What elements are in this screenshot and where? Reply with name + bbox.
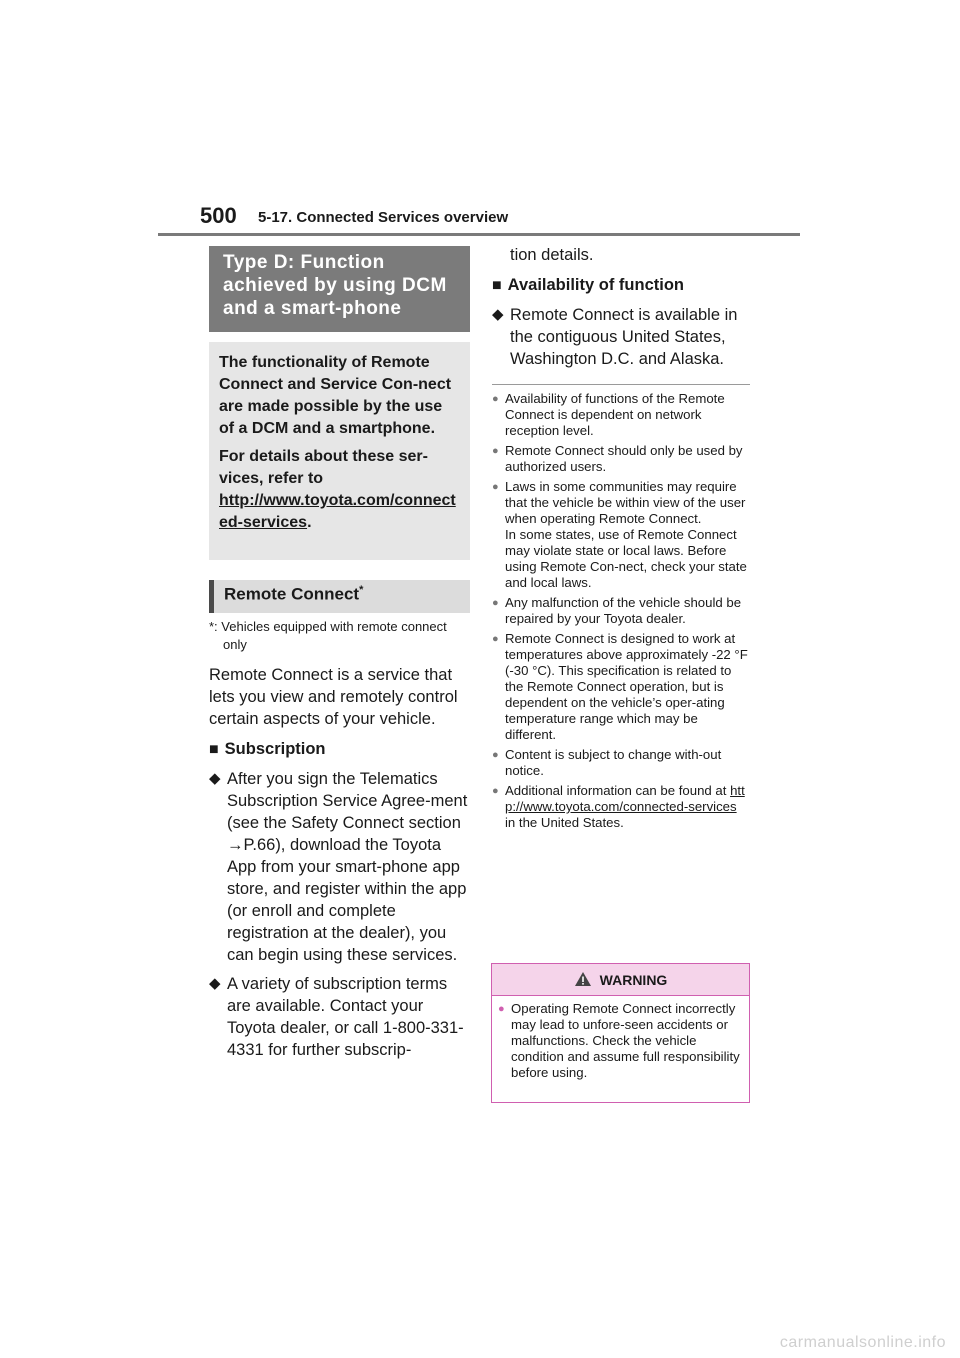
- chapter-title: 5-17. Connected Services overview: [258, 209, 509, 226]
- info-p2-suffix: .: [307, 514, 312, 531]
- note-item: [492, 747, 750, 779]
- type-d-title: Type D: Function achieved by using DCM and a smart-phone: [209, 246, 470, 332]
- bullet-text: A variety of subscription terms are available. Contact your Toyota dealer, or call 1-800-331-4331 for further subscrip-: [227, 975, 464, 1059]
- note-suffix: in the United States.: [505, 815, 624, 830]
- circle-bullet-icon: ●: [492, 633, 499, 645]
- notes-divider: [492, 384, 750, 385]
- note-text: Content is subject to change with-out notice.: [505, 747, 722, 778]
- subscription-heading: [209, 738, 470, 761]
- warning-triangle-icon: [574, 971, 592, 990]
- list-item: [209, 768, 470, 966]
- note-item: [492, 391, 750, 439]
- circle-bullet-icon: ●: [492, 749, 499, 761]
- note-item: [492, 631, 750, 743]
- note-item: [492, 443, 750, 475]
- list-item: [492, 304, 750, 370]
- circle-bullet-icon: ●: [492, 393, 499, 405]
- section-title: Remote Connect: [224, 584, 360, 604]
- circle-bullet-icon: ●: [492, 445, 499, 457]
- info-p2-prefix: For details about these ser-vices, refer to: [219, 448, 428, 487]
- note-text: Remote Connect should only be used by authorized users.: [505, 443, 743, 474]
- diamond-bullet-icon: ◆: [209, 975, 221, 992]
- bullet-text: After you sign the Telematics Subscription Service Agree-ment (see the Safety Connect section →P.66), download the Toyota App from your smart-phone app store, and register within the app (or enroll and complete registration at the dealer), you can begin using these services.: [227, 770, 468, 964]
- notes-list: [492, 391, 750, 831]
- circle-bullet-icon: ●: [492, 597, 499, 609]
- circle-bullet-icon: ●: [498, 1003, 505, 1015]
- connected-services-link[interactable]: http://www.toyota.com/connected-services: [219, 492, 456, 531]
- warning-title: WARNING: [599, 972, 668, 988]
- left-column: [209, 246, 470, 1061]
- warning-text: Operating Remote Connect incorrectly may lead to unfore-seen accidents or malfunctions. Check the vehicle condition and assume full responsibility before using.: [511, 1001, 740, 1080]
- subscription-label: Subscription: [224, 740, 326, 758]
- square-bullet-icon: ■: [492, 277, 502, 294]
- note-item: [492, 595, 750, 627]
- diamond-bullet-icon: ◆: [492, 306, 504, 323]
- square-bullet-icon: ■: [209, 741, 219, 758]
- page-number: 500: [200, 203, 237, 228]
- note-text: Remote Connect is designed to work at temperatures above approximately -22 °F (-30 °C). This specification is related to the Remote Connect operation, but is dependent on the vehicle’s oper-ating temperature range which may be different.: [505, 631, 748, 742]
- diamond-bullet-icon: ◆: [209, 770, 221, 787]
- warning-body: [492, 996, 749, 1081]
- circle-bullet-icon: ●: [492, 481, 499, 493]
- page-header: [198, 200, 800, 234]
- note-prefix: Additional information can be found at: [505, 783, 727, 798]
- right-column: [492, 244, 750, 835]
- availability-label: Availability of function: [507, 276, 684, 294]
- intro-text: Remote Connect is a service that lets you view and remotely control certain aspects of your vehicle.: [209, 666, 458, 728]
- remote-connect-heading: [209, 580, 470, 613]
- note-text: Laws in some communities may require that the vehicle be within view of the user when operating Remote Connect. In some states, use of Remote Connect may violate state or local laws. Before using Remote Con-nect, check your state and local laws.: [505, 479, 747, 590]
- circle-bullet-icon: ●: [492, 785, 499, 797]
- info-paragraph-1: The functionality of Remote Connect and Service Con-nect are made possible by the use of a DCM and a smartphone.: [219, 354, 452, 437]
- section-sup: *: [359, 584, 364, 596]
- availability-heading: [492, 274, 750, 297]
- continued-text: tion details.: [510, 246, 594, 264]
- note-item: [492, 783, 750, 831]
- connected-services-link[interactable]: http://www.toyota.com/connected-services: [505, 783, 745, 814]
- footer-watermark: carmanualsonline.info: [779, 1334, 946, 1351]
- header-rule: [158, 233, 800, 236]
- note-item: [492, 479, 750, 591]
- note-text: Availability of functions of the Remote Connect is dependent on network reception level.: [505, 391, 725, 438]
- info-box: [209, 342, 470, 560]
- note-text: Any malfunction of the vehicle should be repaired by your Toyota dealer.: [505, 595, 742, 626]
- footnote: *: Vehicles equipped with remote connect only: [209, 619, 447, 652]
- info-paragraph-2: [219, 446, 458, 534]
- warning-box: [491, 963, 750, 1103]
- bullet-text: Remote Connect is available in the contiguous United States, Washington D.C. and Alaska.: [510, 306, 738, 368]
- warning-header: [492, 964, 749, 996]
- list-item: [209, 973, 470, 1061]
